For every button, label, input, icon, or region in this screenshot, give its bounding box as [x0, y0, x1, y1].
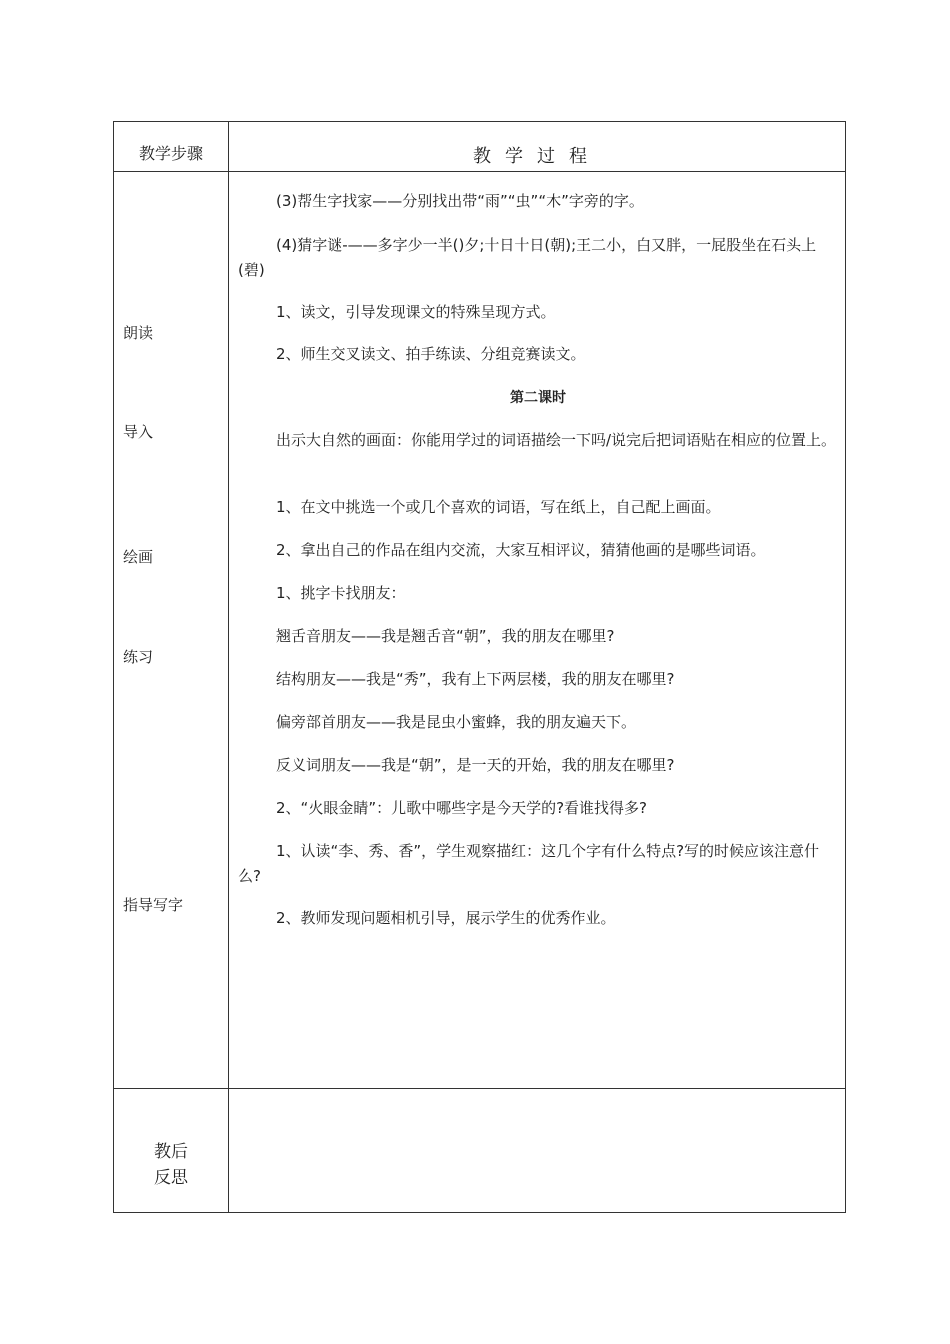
process-paragraph: 2、教师发现问题相机引导，展示学生的优秀作业。 — [276, 909, 616, 927]
lesson-session-title: 第二课时 — [510, 390, 566, 406]
reflection-line: 反思 — [154, 1168, 188, 1188]
process-paragraph: 1、读文，引导发现课文的特殊呈现方式。 — [276, 303, 556, 321]
step-reading: 朗读 — [123, 324, 154, 342]
reflection-divider — [114, 1088, 845, 1089]
reflection-line: 教后 — [154, 1142, 188, 1162]
process-paragraph: 1、认读“李、秀、香”，学生观察描红：这几个字有什么特点?写的时候应该注意什么? — [238, 842, 820, 885]
process-paragraph: 1、挑字卡找朋友： — [276, 584, 406, 602]
step-drawing: 绘画 — [123, 548, 154, 566]
steps-header: 教学步骤 — [138, 144, 203, 163]
header-divider — [114, 171, 845, 172]
process-paragraph: 翘舌音朋友——我是翘舌音“朝”，我的朋友在哪里? — [276, 627, 615, 645]
process-paragraph: (3)帮生字找家——分别找出带“雨”“虫”“木”字旁的字。 — [276, 192, 644, 210]
step-practice: 练习 — [123, 648, 154, 666]
process-paragraph: (4)猜字谜-——多字少一半()夕;十日十日(朝);王二小，白又胖，一屁股坐在石头上(碧) — [238, 236, 817, 279]
process-paragraph: 反义词朋友——我是“朝”，是一天的开始，我的朋友在哪里? — [276, 756, 675, 774]
process-header: 教学过程 — [473, 145, 601, 167]
process-paragraph: 结构朋友——我是“秀”，我有上下两层楼，我的朋友在哪里? — [276, 670, 675, 688]
process-paragraph: 偏旁部首朋友——我是昆虫小蜜蜂，我的朋友遍天下。 — [276, 713, 637, 731]
process-paragraph: 2、师生交叉读文、拍手练读、分组竞赛读文。 — [276, 345, 586, 363]
lesson-plan-table — [113, 121, 846, 1213]
column-divider — [228, 122, 229, 1212]
process-paragraph: 2、“火眼金睛”：儿歌中哪些字是今天学的?看谁找得多? — [276, 799, 648, 817]
step-writing-guidance: 指导写字 — [123, 896, 184, 914]
process-paragraph: 出示大自然的画面：你能用学过的词语描绘一下吗/说完后把词语贴在相应的位置上。 — [276, 431, 837, 449]
reflection-label — [114, 1126, 228, 1204]
process-paragraph: 2、拿出自己的作品在组内交流，大家互相评议，猜猜他画的是哪些词语。 — [276, 541, 766, 559]
step-intro: 导入 — [123, 423, 154, 441]
process-paragraph: 1、在文中挑选一个或几个喜欢的词语，写在纸上，自己配上画面。 — [276, 498, 721, 516]
